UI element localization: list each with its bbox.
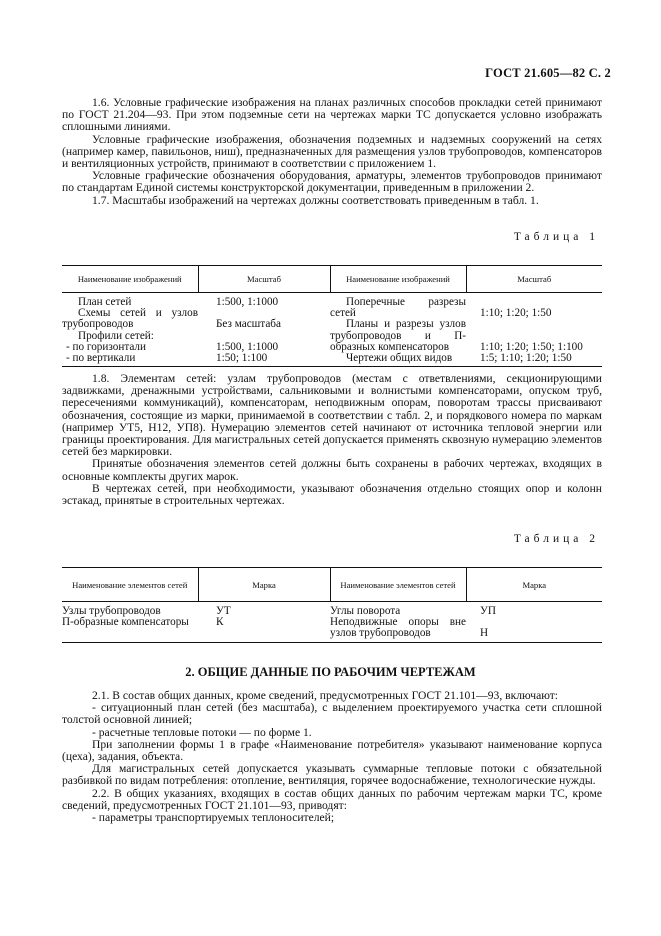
table-cell: Поперечные разрезы сетей (330, 296, 466, 320)
table-cell: 1:500, 1:1000 (216, 296, 279, 308)
table-1-header: Масштаб (466, 266, 602, 293)
table-1-header: Наименование изображений (62, 266, 198, 293)
table-cell: К (198, 617, 330, 642)
table-1-right-names (330, 293, 466, 367)
list-item: - параметры транспортируемых теплоносителей; (92, 811, 335, 825)
table-2-caption: Таблица 2 (513, 533, 599, 545)
table-2 (62, 567, 602, 643)
table-cell: Схемы сетей и узлов трубопроводов (62, 307, 198, 331)
paragraph: 2.2. В общих указаниях, входящих в состав общих данных по рабочим чертежам марки ТС, кроме сведений, предусмотренных ГОСТ 21.101—93, приводят: (62, 786, 602, 812)
section-1-6-text (62, 97, 602, 207)
table-cell: Углы поворота (330, 605, 401, 617)
table-1 (62, 265, 602, 367)
table-cell: План сетей (78, 296, 132, 308)
table-cell: 1:5; 1:10; 1:20; 1:50 (480, 352, 572, 365)
table-cell: - по вертикали (66, 352, 136, 365)
paragraph: В чертежах сетей, при необходимости, указывают обозначения отдельно стоящих опор и колонн эстакад, принятые в строительных чертежах. (62, 481, 602, 508)
table-cell: Без масштаба (216, 318, 281, 331)
section-2-text (62, 690, 602, 824)
table-cell: Чертежи общих видов (346, 352, 453, 365)
table-cell: УП (480, 605, 497, 617)
paragraph: Принятые обозначения элементов сетей должны быть сохранены в рабочих чертежах, входящих в основные комплекты других марок. (62, 457, 602, 483)
table-cell: УТ (216, 605, 231, 617)
table-1-right-scales (466, 293, 602, 367)
paragraph: При заполнении формы 1 в графе «Наименование потребителя» указывают наименование корпуса (цеха), задания, объекта. (62, 737, 602, 764)
table-1-header: Масштаб (198, 266, 330, 293)
table-cell: - по горизонтали (66, 340, 146, 353)
table-2-header: Наименование элементов сетей (62, 568, 198, 602)
table-cell: Н (466, 617, 602, 642)
paragraph: Для магистральных сетей допускается указывать суммарные тепловые потоки с обязательной разбивкой по видам потребления: отопление, вентиляция, горячее водоснабжение, технологические нужды. (62, 762, 602, 788)
section-1-8-text (62, 373, 602, 507)
table-cell: 1:10; 1:20; 1:50 (480, 307, 552, 320)
paragraph: Условные графические обозначения оборудования, арматуры, элементов трубопроводов принимают по стандартам Единой системы конструкторской документации, приведенным в приложении 2. (62, 169, 602, 195)
paragraph: 1.7. Масштабы изображений на чертежах должны соответствовать приведенным в табл. 1. (92, 193, 539, 207)
table-cell: П-образные компенсаторы (62, 617, 198, 642)
list-item: - расчетные тепловые потоки — по форме 1. (92, 725, 312, 739)
table-2-header: Марка (466, 568, 602, 602)
table-cell: 1:500, 1:1000 (216, 340, 279, 353)
table-1-left-scales (198, 293, 330, 367)
page-header: ГОСТ 21.605—82 С. 2 (485, 66, 611, 80)
section-2-title: 2. ОБЩИЕ ДАННЫЕ ПО РАБОЧИМ ЧЕРТЕЖАМ (185, 665, 476, 679)
table-cell: Планы и разрезы узлов трубопроводов и П-образных компенсаторов (330, 318, 466, 353)
table-2-header: Марка (198, 568, 330, 602)
paragraph: Условные графические изображения, обозначения подземных и надземных сооружений на сетях (например камер, павильонов, ниш), предназначенных для размещения узлов трубопроводов, компенсаторов и вентиляционных устройств, принимают в соответствии с приложением 1. (62, 132, 602, 171)
list-item: - ситуационный план сетей (без масштаба), с выделением проектируемого участка сети сплошной толстой основной линией; (62, 701, 602, 727)
table-1-caption: Таблица 1 (513, 231, 599, 243)
table-2-header: Наименование элементов сетей (330, 568, 466, 602)
table-cell: Профили сетей: (78, 329, 154, 342)
table-1-left-names (62, 293, 198, 367)
paragraph: 1.8. Элементам сетей: узлам трубопроводов (местам с ответвлениями, секционирующими задвижками, дренажными устройствами, сальниковыми и волнистыми компенсаторами, опуском труб, пересечениями коммуникаций), компенсаторам, неподвижным опорам, поворотам трассы присваивают обозначения, состоящие из марки, принимаемой в соответствии с табл. 2, и порядкового номера по маркам (например УТ5, Н12, УП8). Нумерацию элементов сетей начинают от источника тепловой энергии или границы проектирования. Для магистральных сетей допускается применять сквозную нумерацию элементов сетей без маркировки. (62, 372, 602, 459)
table-cell: Узлы трубопроводов (62, 605, 161, 617)
table-1-header: Наименование изображений (330, 266, 466, 293)
table-cell: 1:10; 1:20; 1:50; 1:100 (480, 340, 583, 353)
paragraph: 1.6. Условные графические изображения на планах различных способов прокладки сетей принимают по ГОСТ 21.204—93. При этом подземные сети на чертежах марки ТС допускается условно изображать сплошными линиями. (62, 96, 602, 134)
table-cell: 1:50; 1:100 (216, 352, 268, 365)
table-cell: Неподвижные опоры вне узлов трубопроводов (330, 617, 466, 642)
paragraph: 2.1. В состав общих данных, кроме сведений, предусмотренных ГОСТ 21.101—93, включают: (92, 689, 559, 702)
